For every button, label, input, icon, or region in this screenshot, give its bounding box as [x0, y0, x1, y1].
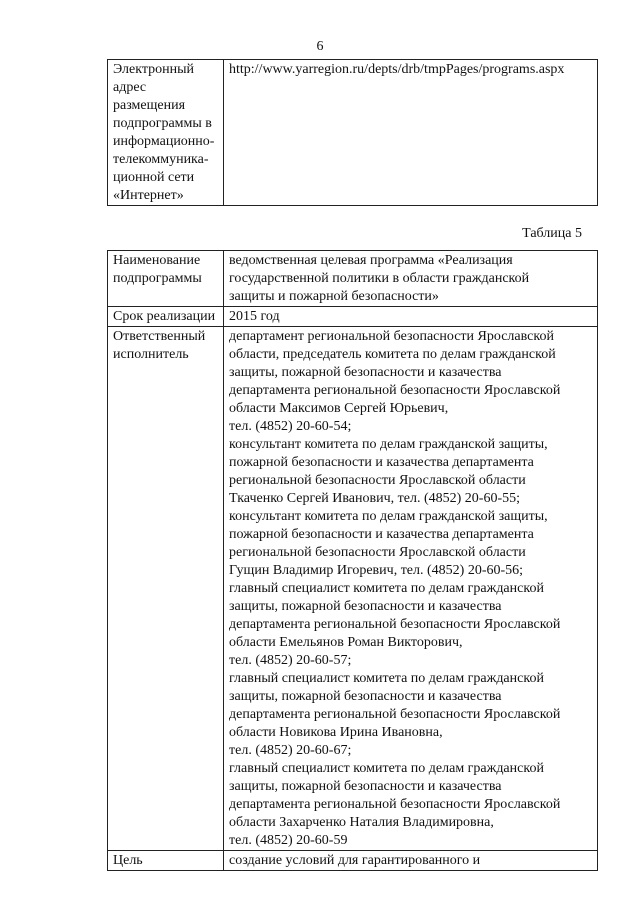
- table-caption: Таблица 5: [522, 226, 582, 241]
- row-value: 2015 год: [224, 307, 598, 327]
- row-value: ведомственная целевая программа «Реализация государственной политики в области гражданской защиты и пожарной безопасности»: [224, 251, 598, 307]
- row-value: создание условий для гарантированного и: [224, 851, 598, 871]
- website-address-table: [107, 59, 598, 206]
- row-label: Срок реализации: [108, 307, 224, 327]
- table-row: [108, 307, 598, 327]
- subprogram-passport-table: [107, 250, 598, 871]
- page-number: 6: [316, 39, 324, 54]
- table-row: [108, 327, 598, 851]
- row-label: Цель: [108, 851, 224, 871]
- row-label: Ответственный исполнитель: [108, 327, 224, 851]
- table-row: [108, 851, 598, 871]
- row-value: [224, 60, 598, 206]
- row-label: Наименование подпрограммы: [108, 251, 224, 307]
- table-row: [108, 60, 598, 206]
- row-value: департамент региональной безопасности Ярославской области, председатель комитета по делам гражданской защиты, пожарной безопасности и казачества департамента региональной безопасности Ярославской области Максимов Сергей Юрьевич, тел. (4852) 20-60-54; консультант комитета по делам гражданской защиты, пожарной безопасности и казачества департамента региональной безопасности Ярославской области Ткаченко Сергей Иванович, тел. (4852) 20-60-55; консультант комитета по делам гражданской защиты, пожарной безопасности и казачества департамента региональной безопасности Ярославской области Гущин Владимир Игоревич, тел. (4852) 20-60-56; главный специалист комитета по делам гражданской защиты, пожарной безопасности и казачества департамента региональной безопасности Ярославской области Емельянов Роман Викторович, тел. (4852) 20-60-57; главный специалист комитета по делам гражданской защиты, пожарной безопасности и казачества департамента региональной безопасности Ярославской области Новикова Ирина Ивановна, тел. (4852) 20-60-67; главный специалист комитета по делам гражданской защиты, пожарной безопасности и казачества департамента региональной безопасности Ярославской области Захарченко Наталия Владимировна, тел. (4852) 20-60-59: [224, 327, 598, 851]
- table-row: [108, 251, 598, 307]
- program-url-link[interactable]: http://www.yarregion.ru/depts/drb/tmpPages/programs.aspx: [229, 62, 565, 77]
- row-label: Электронный адрес размещения подпрограммы в информационно- телекоммуника- ционной сети «Интернет»: [108, 60, 224, 206]
